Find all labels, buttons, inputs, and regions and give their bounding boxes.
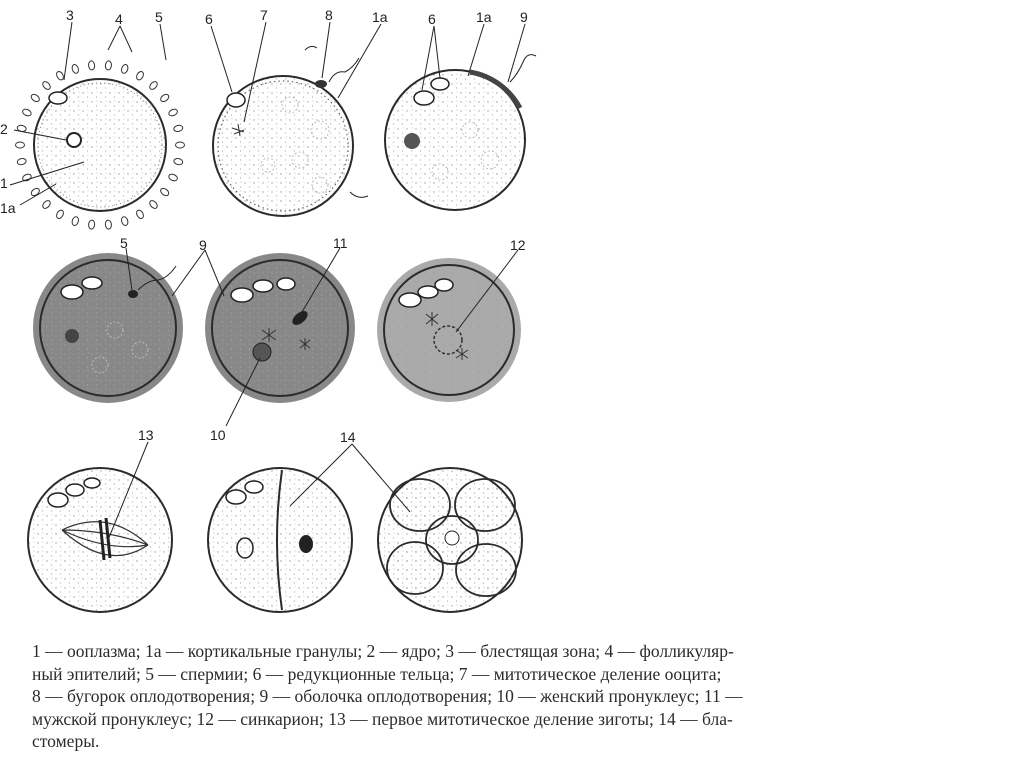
caption-line: 8 — бугорок оплодотворения; 9 — оболочка оплодотворения; 10 — женский пронуклеус; 11 — — [32, 686, 743, 706]
label-zona-pellucida: 3 — [66, 7, 74, 23]
label-polar-bodies-2: 6 — [428, 11, 436, 27]
follicular-cell — [148, 199, 158, 210]
label-cortical-granules-3: 1а — [476, 9, 492, 25]
follicular-cell — [17, 158, 27, 166]
follicular-cell — [176, 142, 185, 148]
label-first-zygote-division: 13 — [138, 427, 154, 443]
follicular-cell — [173, 125, 183, 133]
label-sperm-2: 5 — [120, 235, 128, 251]
two-cell-stage — [208, 468, 352, 612]
label-fertilization-membrane: 9 — [520, 9, 528, 25]
follicular-cell — [135, 209, 145, 220]
follicular-cell — [41, 80, 51, 91]
follicular-cell — [22, 108, 33, 117]
follicular-cell — [173, 158, 183, 166]
figure-caption — [32, 640, 998, 753]
follicular-cell — [88, 61, 95, 71]
zygote-cell-5 — [205, 253, 355, 403]
follicular-cell — [55, 209, 65, 220]
caption-line: 1 — ооплазма; 1а — кортикальные гранулы; 2 — ядро; 3 — блестящая зона; 4 — фолликуляр- — [32, 641, 734, 661]
follicular-cell — [88, 220, 95, 230]
follicular-cell — [120, 64, 128, 74]
label-cortical-granules: 1а — [0, 200, 16, 216]
follicular-cell — [16, 142, 25, 148]
follicular-cell — [105, 220, 112, 230]
zygote-cell-4 — [33, 253, 183, 403]
label-nucleus: 2 — [0, 121, 8, 137]
follicular-cell — [71, 216, 79, 226]
follicular-cell — [41, 199, 51, 210]
follicular-cell — [159, 93, 170, 103]
label-blastomeres: 14 — [340, 429, 356, 445]
follicular-cell — [71, 64, 79, 74]
label-sperm: 5 — [155, 9, 163, 25]
oocyte-cell-1 — [16, 61, 185, 230]
label-fertilization-cone: 8 — [325, 7, 333, 23]
label-ooplasm: 1 — [0, 175, 8, 191]
oocyte-cell-2 — [213, 46, 368, 216]
caption-line: мужской пронуклеус; 12 — синкарион; 13 — первое митотическое деление зиготы; 14 — бла- — [32, 708, 733, 729]
follicular-cell — [135, 70, 145, 81]
label-male-pronucleus: 11 — [333, 235, 348, 251]
label-follicular-epithelium: 4 — [115, 11, 123, 27]
follicular-cell — [148, 80, 158, 91]
label-fertilization-membrane-2: 9 — [199, 237, 207, 253]
label-synkaryon: 12 — [510, 237, 526, 253]
caption-line: стомеры. — [32, 731, 100, 751]
oocyte-cell-3 — [385, 55, 536, 210]
four-cell-stage — [378, 468, 522, 612]
follicular-cell — [120, 216, 128, 226]
follicular-cell — [55, 70, 65, 81]
follicular-cell — [168, 108, 179, 117]
label-female-pronucleus: 10 — [210, 427, 226, 443]
label-oocyte-mitosis: 7 — [260, 7, 268, 23]
zygote-division-cell — [28, 468, 172, 612]
follicular-cell — [159, 187, 170, 197]
label-cortical-granules-2: 1а — [372, 9, 388, 25]
follicular-cell — [168, 173, 179, 182]
caption-line: ный эпителий; 5 — спермии; 6 — редукционные тельца; 7 — митотическое деление ооцита; — [32, 663, 722, 684]
follicular-cell — [30, 93, 41, 103]
follicular-cell — [105, 61, 112, 71]
zygote-cell-6 — [377, 258, 521, 402]
label-polar-bodies: 6 — [205, 11, 213, 27]
